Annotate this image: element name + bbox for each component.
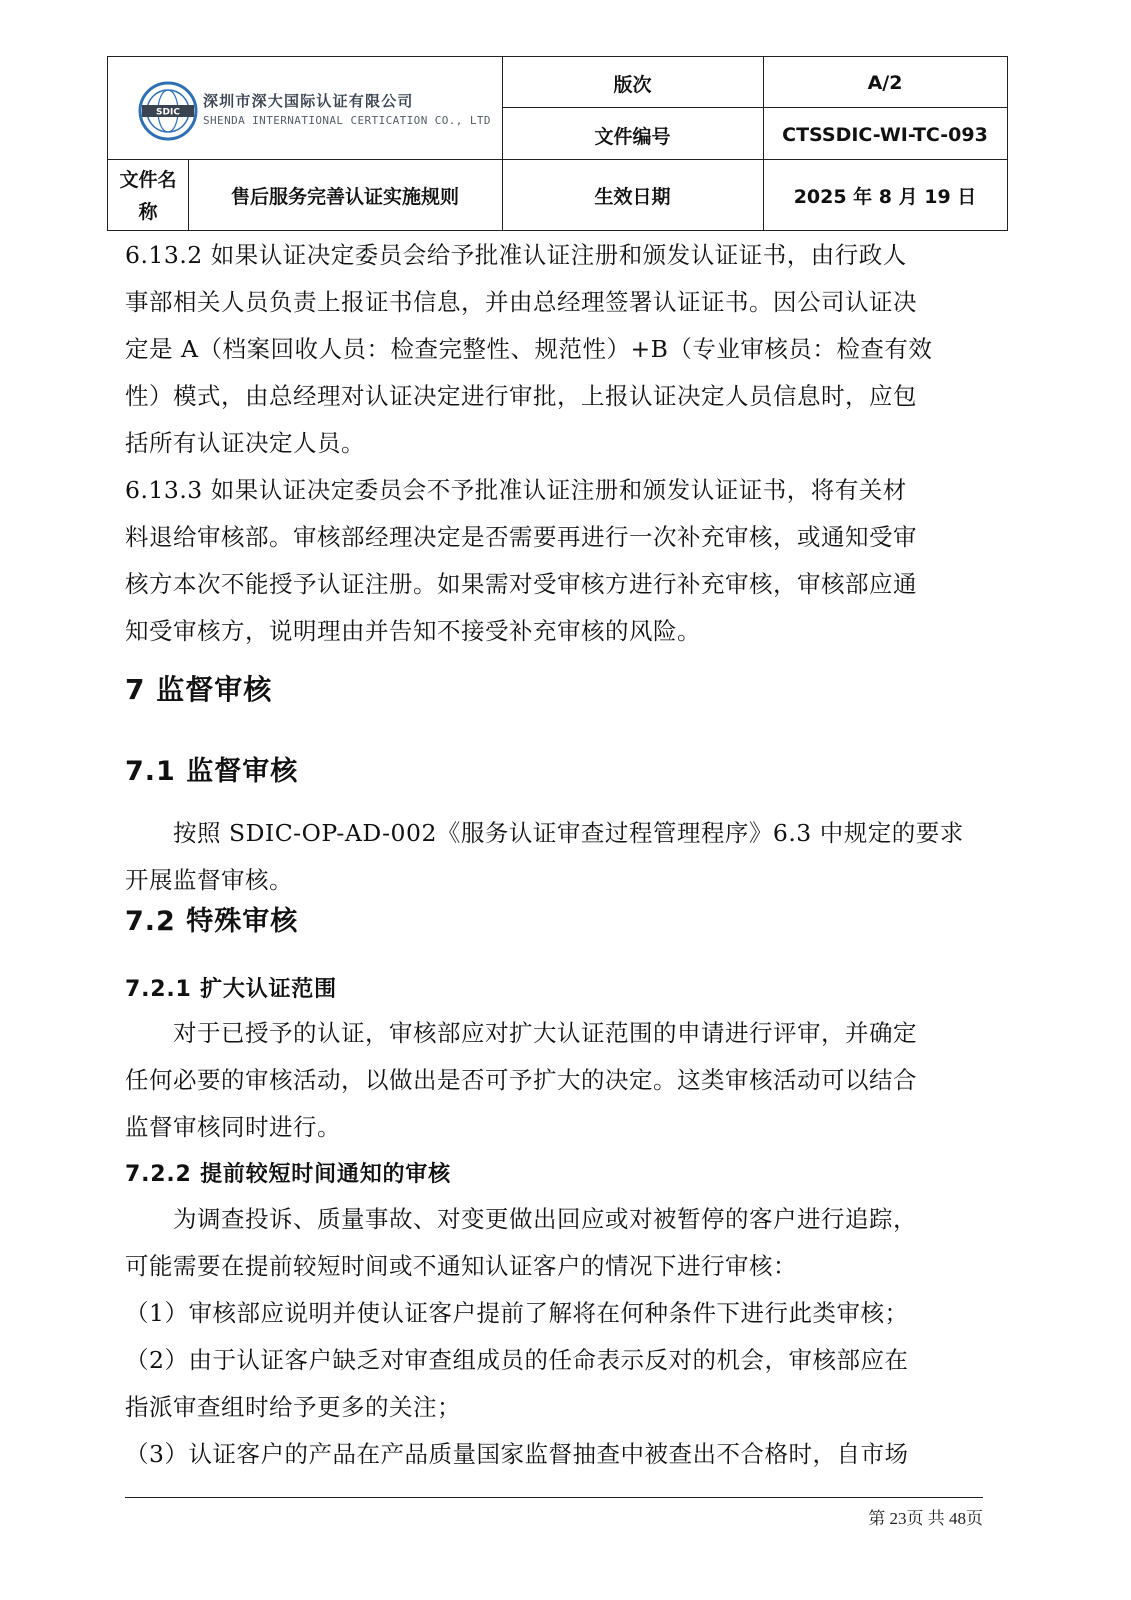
paragraph-7-2-1 bbox=[125, 1010, 983, 1151]
section-heading-7-2-1: 7.2.1 扩大认证范围 bbox=[125, 977, 337, 1002]
text-line: 性）模式，由总经理对认证决定进行审批，上报认证决定人员信息时，应包 bbox=[125, 382, 917, 410]
section-heading-7-1: 7.1 监督审核 bbox=[125, 756, 299, 787]
document-name-label: 文件名 称 bbox=[119, 168, 177, 223]
document-number-label: 文件编号 bbox=[594, 125, 671, 148]
text-line: 任何必要的审核活动，以做出是否可予扩大的决定。这类审核活动可以结合 bbox=[125, 1066, 917, 1094]
list-item: （1）审核部应说明并使认证客户提前了解将在何种条件下进行此类审核； bbox=[125, 1299, 909, 1327]
effective-date-label: 生效日期 bbox=[594, 186, 671, 208]
text-line: 事部相关人员负责上报证书信息，并由总经理签署认证证书。因公司认证决 bbox=[125, 288, 917, 316]
text-line: 为调查投诉、质量事故、对变更做出回应或对被暂停的客户进行追踪， bbox=[125, 1205, 917, 1233]
footer-divider bbox=[125, 1497, 983, 1498]
document-name-value: 售后服务完善认证实施规则 bbox=[230, 186, 459, 208]
section-heading-7-2: 7.2 特殊审核 bbox=[125, 906, 299, 937]
company-name-en: SHENDA INTERNATIONAL CERTICATION CO., LTD bbox=[203, 114, 491, 127]
document-header-table bbox=[107, 56, 1008, 231]
company-logo-icon bbox=[138, 81, 198, 141]
text-line: 知受审核方，说明理由并告知不接受补充审核的风险。 bbox=[125, 617, 701, 645]
company-logo-block bbox=[108, 57, 510, 164]
version-value: A/2 bbox=[867, 72, 903, 94]
paragraph-7-1 bbox=[125, 810, 983, 904]
text-line: 可能需要在提前较短时间或不通知认证客户的情况下进行审核： bbox=[125, 1252, 797, 1280]
page-number: 第 23页 共 48页 bbox=[868, 1509, 983, 1528]
version-label: 版次 bbox=[613, 73, 652, 96]
text-line: 定是 A（档案回收人员：检查完整性、规范性）+B（专业审核员：检查有效 bbox=[125, 335, 933, 363]
company-name-cn: 深圳市深大国际认证有限公司 bbox=[203, 92, 414, 110]
paragraph-6-13-2 bbox=[125, 232, 983, 467]
section-heading-7: 7 监督审核 bbox=[125, 673, 273, 706]
text-line: 6.13.2 如果认证决定委员会给予批准认证注册和颁发认证证书，由行政人 bbox=[125, 241, 907, 269]
paragraph-6-13-3 bbox=[125, 467, 983, 655]
list-item: （2）由于认证客户缺乏对审查组成员的任命表示反对的机会，审核部应在 bbox=[125, 1346, 909, 1374]
section-heading-7-2-2: 7.2.2 提前较短时间通知的审核 bbox=[125, 1162, 451, 1187]
svg-text:SDIC: SDIC bbox=[156, 107, 180, 118]
paragraph-7-2-2 bbox=[125, 1196, 983, 1478]
text-line: 括所有认证决定人员。 bbox=[125, 429, 365, 457]
text-line: 按照 SDIC-OP-AD-002《服务认证审查过程管理程序》6.3 中规定的要求 bbox=[125, 819, 964, 847]
text-line: 开展监督审核。 bbox=[125, 866, 293, 894]
effective-date-value: 2025 年 8 月 19 日 bbox=[793, 186, 977, 208]
text-line: 料退给审核部。审核部经理决定是否需要再进行一次补充审核，或通知受审 bbox=[125, 523, 917, 551]
text-line: 监督审核同时进行。 bbox=[125, 1113, 341, 1141]
text-line: 对于已授予的认证，审核部应对扩大认证范围的申请进行评审，并确定 bbox=[125, 1019, 917, 1047]
text-line: 核方本次不能授予认证注册。如果需对受审核方进行补充审核，审核部应通 bbox=[125, 570, 917, 598]
list-item: （3）认证客户的产品在产品质量国家监督抽查中被查出不合格时，自市场 bbox=[125, 1440, 909, 1468]
text-line: 指派审查组时给予更多的关注； bbox=[125, 1393, 461, 1421]
document-number-value: CTSSDIC-WI-TC-093 bbox=[782, 124, 988, 146]
text-line: 6.13.3 如果认证决定委员会不予批准认证注册和颁发认证证书，将有关材 bbox=[125, 476, 907, 504]
